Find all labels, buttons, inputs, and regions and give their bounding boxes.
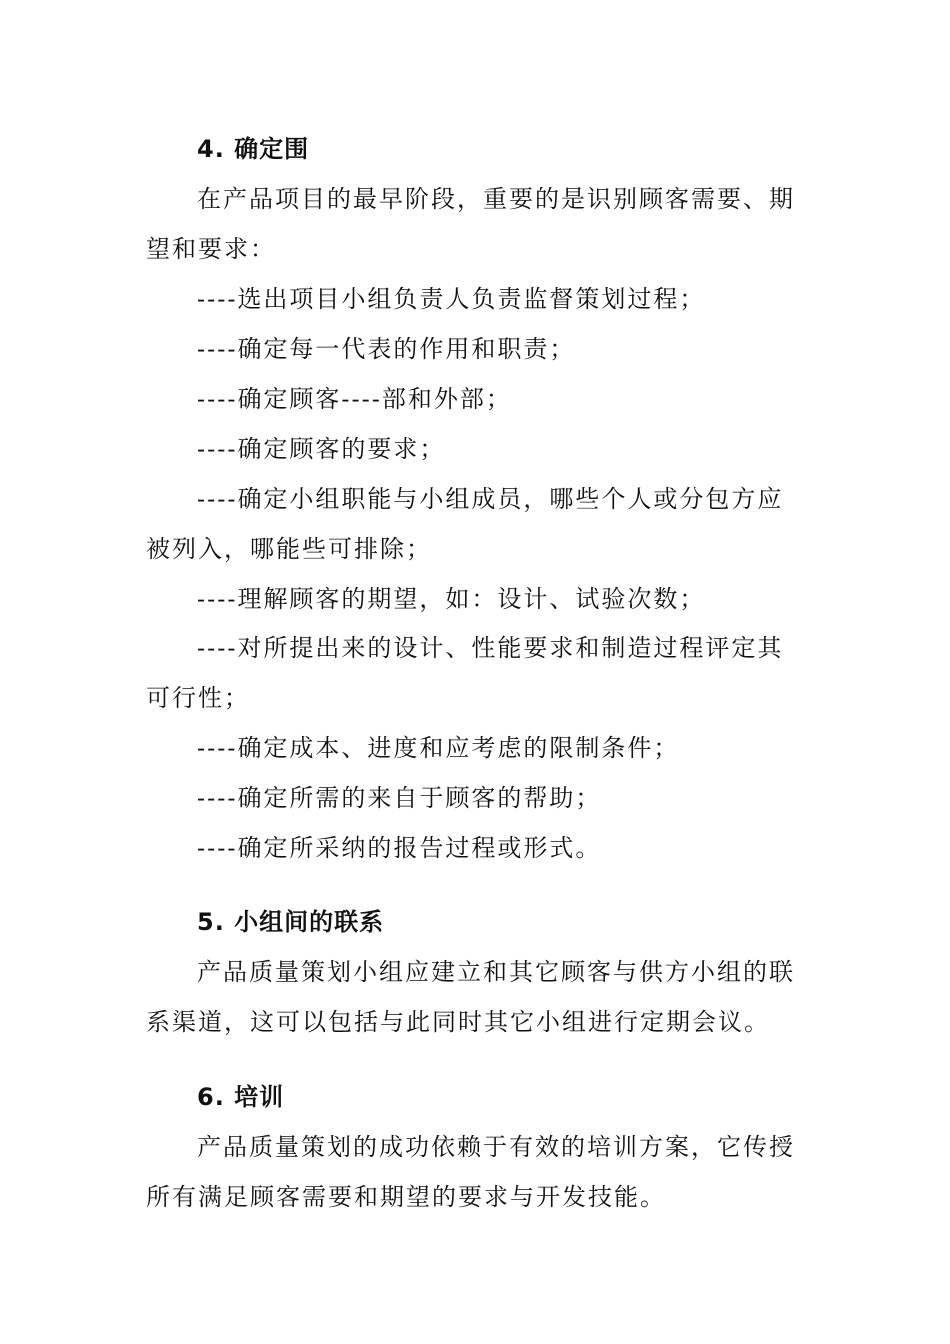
- list-item: ----确定顾客的要求；: [197, 435, 446, 463]
- list-item: ----理解顾客的期望，如：设计、试验次数；: [197, 585, 706, 613]
- paragraph-line: 产品质量策划小组应建立和其它顾客与供方小组的联: [197, 958, 795, 986]
- list-item: ----选出项目小组负责人负责监督策划过程；: [197, 285, 706, 313]
- paragraph-line: 在产品项目的最早阶段，重要的是识别顾客需要、期: [197, 185, 795, 213]
- list-item-continuation: 被列入，哪能些可排除；: [146, 535, 432, 563]
- list-item: ----确定所需的来自于顾客的帮助；: [197, 784, 602, 812]
- section-heading: 5. 小组间的联系: [197, 908, 385, 936]
- paragraph-line: 望和要求：: [146, 235, 276, 263]
- paragraph-line: 所有满足顾客需要和期望的要求与开发技能。: [146, 1183, 666, 1211]
- list-item: ----确定小组职能与小组成员，哪些个人或分包方应: [197, 485, 784, 513]
- section-heading: 6. 培训: [197, 1083, 285, 1111]
- list-item: ----确定成本、进度和应考虑的限制条件；: [197, 734, 680, 762]
- list-item-continuation: 可行性；: [146, 684, 250, 712]
- list-item: ----确定每一代表的作用和职责；: [197, 335, 576, 363]
- section-heading: 4. 确定围: [197, 135, 310, 163]
- list-item: ----确定顾客----部和外部；: [197, 385, 512, 413]
- paragraph-line: 产品质量策划的成功依赖于有效的培训方案，它传授: [197, 1133, 795, 1161]
- paragraph-line: 系渠道，这可以包括与此同时其它小组进行定期会议。: [146, 1008, 770, 1036]
- list-item: ----对所提出来的设计、性能要求和制造过程评定其: [197, 634, 784, 662]
- list-item: ----确定所采纳的报告过程或形式。: [197, 834, 602, 862]
